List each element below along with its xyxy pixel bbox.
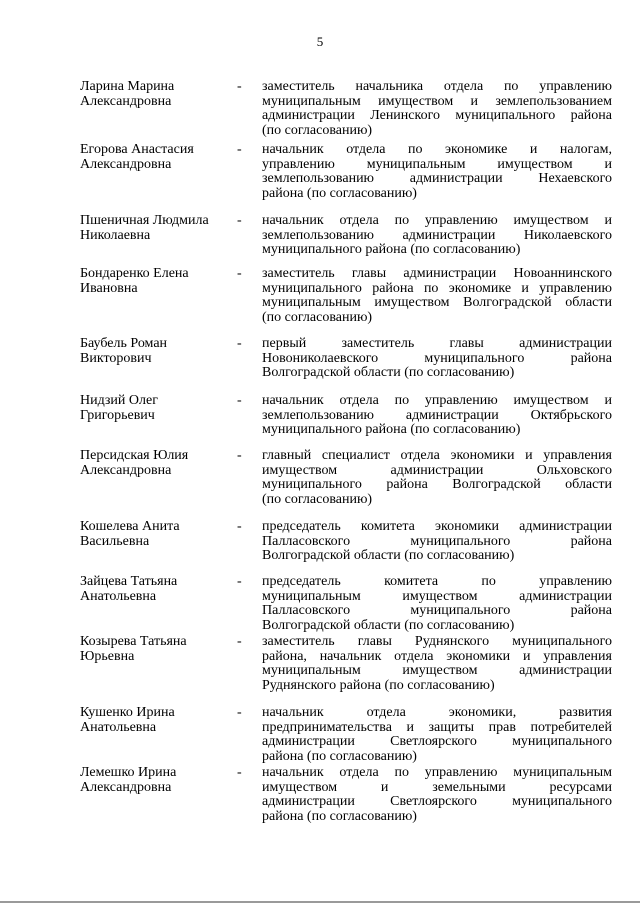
position-line: первый заместитель главы администрации xyxy=(262,336,612,351)
position-line: Волгоградской области (по согласованию) xyxy=(262,365,515,380)
member-name-line: Александровна xyxy=(80,93,172,109)
member-name-line: Анатольевна xyxy=(80,719,157,735)
position-line: Руднянского района (по согласованию) xyxy=(262,677,495,693)
member-name-line: Александровна xyxy=(80,156,172,172)
member-name-line: Александровна xyxy=(80,779,172,795)
member-name xyxy=(80,214,230,243)
member-position xyxy=(262,143,612,201)
separator-dash: - xyxy=(237,705,242,720)
member-name-line: Ларина Марина xyxy=(80,79,175,94)
member-name xyxy=(80,766,230,795)
position-line: землепользованию администрации Октябрьского xyxy=(262,407,612,423)
position-line: имуществом администрации Ольховского xyxy=(262,462,612,478)
position-line: муниципального района (по согласованию) xyxy=(262,242,521,257)
separator-dash: - xyxy=(237,448,242,463)
position-line: председатель комитета по управлению xyxy=(262,574,612,589)
member-name-line: Баубель Роман xyxy=(80,336,168,351)
position-line: администрации Ленинского муниципального района xyxy=(262,108,612,123)
member-name-line: Александровна xyxy=(80,462,172,478)
position-line: управлению муниципальным имуществом и xyxy=(262,156,612,172)
member-name xyxy=(80,706,230,735)
position-line: Новониколаевского муниципального района xyxy=(262,350,612,366)
member-position xyxy=(262,706,612,764)
member-name-line: Григорьевич xyxy=(80,407,155,423)
position-line: муниципального района по экономике и управлению xyxy=(262,280,612,296)
position-line: заместитель главы администрации Новоаннинского xyxy=(262,266,612,281)
member-name xyxy=(80,337,230,366)
position-line: Волгоградской области (по согласованию) xyxy=(262,617,515,633)
member-name xyxy=(80,449,230,478)
page-number: 5 xyxy=(316,34,324,49)
position-line: Палласовского муниципального района xyxy=(262,603,612,618)
position-line: Палласовского муниципального района xyxy=(262,533,612,549)
member-name xyxy=(80,394,230,423)
member-name-line: Лемешко Ирина xyxy=(80,765,177,780)
member-name-line: Кушенко Ирина xyxy=(80,705,175,720)
member-name-line: Юрьевна xyxy=(80,648,135,664)
position-line: (по согласованию) xyxy=(262,122,373,138)
member-name-line: Ивановна xyxy=(80,280,138,296)
member-name-line: Бондаренко Елена xyxy=(80,266,189,281)
position-line: землепользованию администрации Нехаевского xyxy=(262,171,612,186)
member-position xyxy=(262,766,612,824)
member-name-line: Нидзий Олег xyxy=(80,393,158,408)
member-name-line: Николаевна xyxy=(80,227,151,243)
position-line: предпринимательства и защиты прав потребителей xyxy=(262,719,612,735)
position-line: Волгоградской области (по согласованию) xyxy=(262,548,515,563)
position-line: заместитель начальника отдела по управлению xyxy=(262,79,612,94)
position-line: муниципальным имуществом администрации xyxy=(262,588,612,604)
member-name-line: Козырева Татьяна xyxy=(80,634,187,649)
member-name-line: Егорова Анастасия xyxy=(80,142,194,157)
member-name xyxy=(80,575,230,604)
position-line: муниципальным имуществом администрации xyxy=(262,663,612,678)
member-position xyxy=(262,80,612,138)
member-name xyxy=(80,267,230,296)
member-name-line: Анатольевна xyxy=(80,588,157,604)
member-position xyxy=(262,449,612,507)
position-line: начальник отдела по управлению муниципальным xyxy=(262,765,612,780)
position-line: землепользованию администрации Николаевского xyxy=(262,227,612,243)
separator-dash: - xyxy=(237,266,242,281)
separator-dash: - xyxy=(237,393,242,408)
separator-dash: - xyxy=(237,519,242,534)
member-name-line: Персидская Юлия xyxy=(80,448,189,463)
position-line: заместитель главы Руднянского муниципального xyxy=(262,634,612,649)
member-position xyxy=(262,214,612,258)
member-position xyxy=(262,575,612,633)
position-line: главный специалист отдела экономики и управления xyxy=(262,448,612,463)
position-line: муниципального района Волгоградской области xyxy=(262,477,612,492)
separator-dash: - xyxy=(237,574,242,589)
member-position xyxy=(262,394,612,438)
separator-dash: - xyxy=(237,634,242,649)
member-name xyxy=(80,80,230,109)
position-line: начальник отдела по управлению имуществом и xyxy=(262,213,612,228)
position-line: (по согласованию) xyxy=(262,309,373,325)
separator-dash: - xyxy=(237,79,242,94)
member-position xyxy=(262,267,612,325)
member-name-line: Васильевна xyxy=(80,533,150,549)
position-line: начальник отдела экономики, развития xyxy=(262,705,612,720)
member-name xyxy=(80,520,230,549)
position-line: (по согласованию) xyxy=(262,491,373,507)
member-name-line: Зайцева Татьяна xyxy=(80,574,178,589)
position-line: муниципальным имуществом Волгоградской области xyxy=(262,295,612,310)
member-name xyxy=(80,635,230,664)
position-line: начальник отдела по экономике и налогам, xyxy=(262,142,612,157)
position-line: администрации Светлоярского муниципального xyxy=(262,794,612,809)
member-position xyxy=(262,635,612,693)
member-name-line: Пшеничная Людмила xyxy=(80,213,209,228)
position-line: района (по согласованию) xyxy=(262,808,417,824)
position-line: района (по согласованию) xyxy=(262,185,417,201)
separator-dash: - xyxy=(237,765,242,780)
member-name-line: Кошелева Анита xyxy=(80,519,180,534)
member-position xyxy=(262,337,612,381)
member-position xyxy=(262,520,612,564)
position-line: имуществом и земельными ресурсами xyxy=(262,779,612,795)
separator-dash: - xyxy=(237,213,242,228)
position-line: начальник отдела по управлению имуществом и xyxy=(262,393,612,408)
separator-dash: - xyxy=(237,142,242,157)
member-name-line: Викторович xyxy=(80,350,152,366)
position-line: председатель комитета экономики администрации xyxy=(262,519,612,534)
member-name xyxy=(80,143,230,172)
position-line: района (по согласованию) xyxy=(262,748,417,764)
position-line: района, начальник отдела экономики и управления xyxy=(262,648,612,664)
position-line: муниципального района (по согласованию) xyxy=(262,422,521,437)
separator-dash: - xyxy=(237,336,242,351)
position-line: администрации Светлоярского муниципального xyxy=(262,734,612,749)
page-bottom-rule xyxy=(0,901,640,903)
position-line: муниципальным имуществом и землепользованием xyxy=(262,93,612,109)
